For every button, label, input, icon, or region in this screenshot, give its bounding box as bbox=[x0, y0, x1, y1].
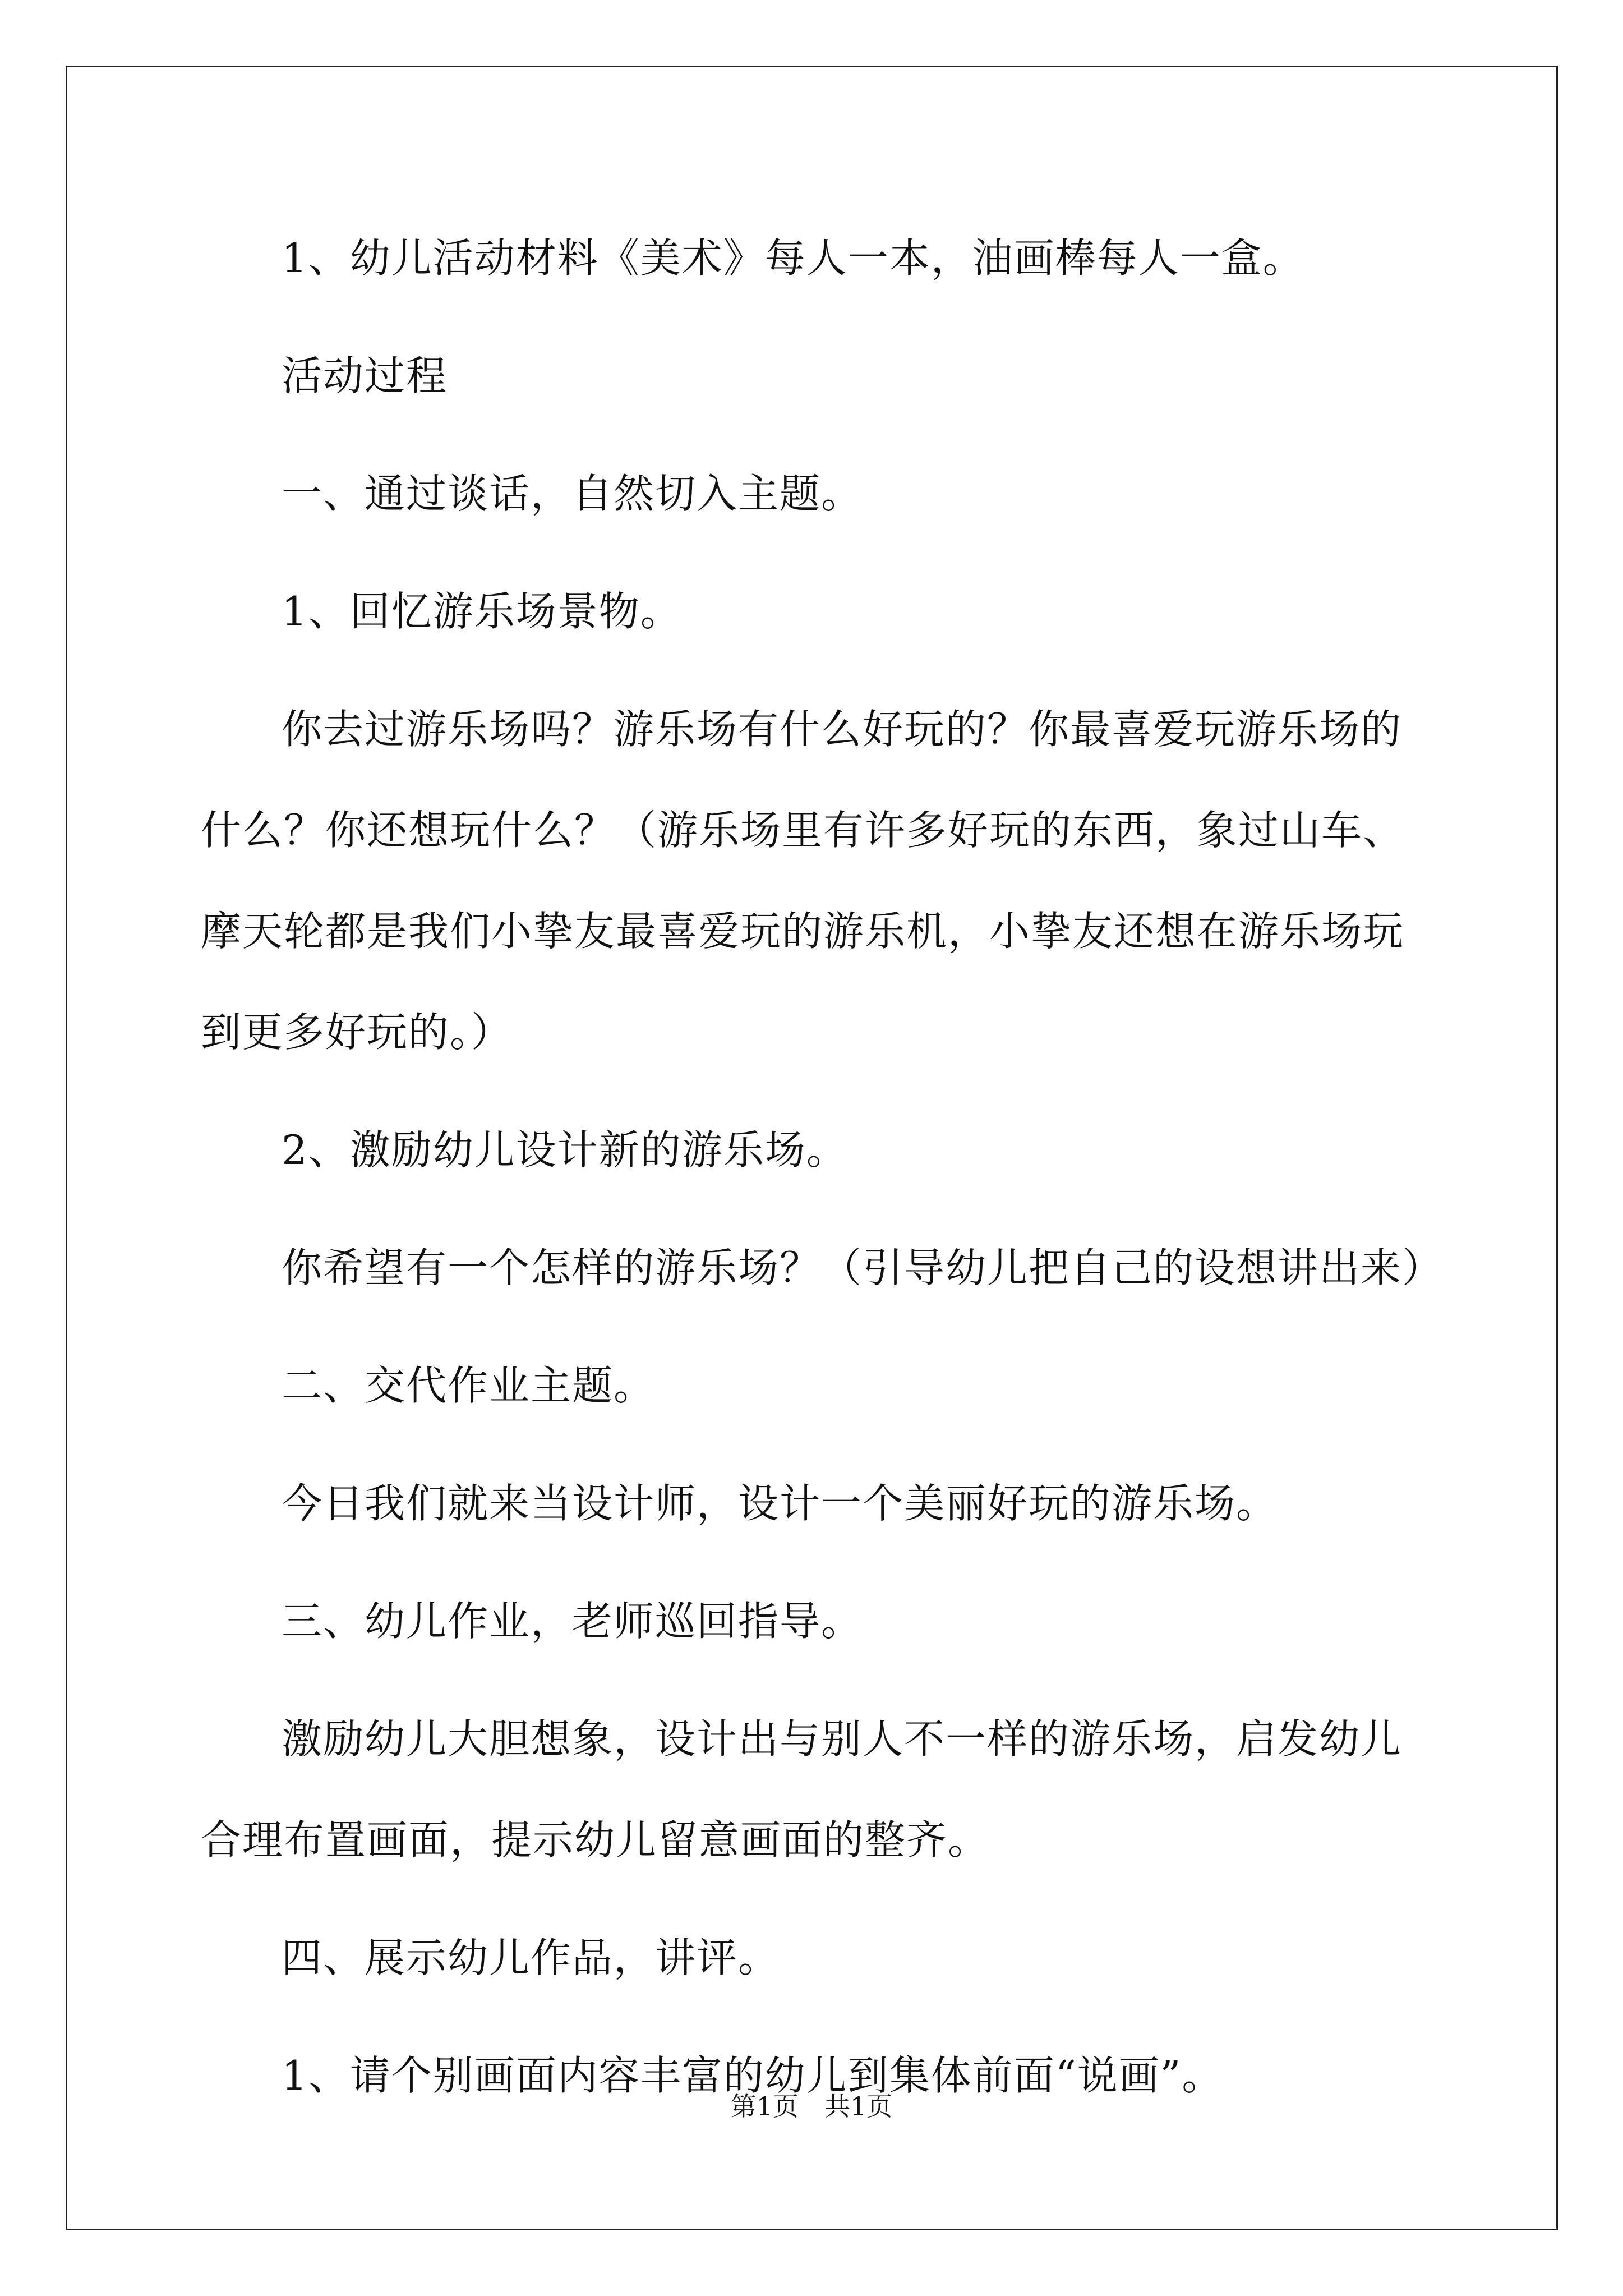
paragraph-activity-process-heading: 活动过程 bbox=[282, 352, 448, 399]
page-footer: 第1页 共1页 bbox=[730, 2091, 893, 2122]
paragraph-questions: 你去过游乐场吗？游乐场有什么好玩的？你最喜爱玩游乐场的什么？你还想玩什么？（游乐场里有许多好玩的东西，象过山车、摩天轮都是我们小挚友最喜爱玩的游乐机，小挚友还想在游乐场玩到更多好玩的。） bbox=[201, 706, 1405, 1056]
paragraph-step-two-heading: 二、交代作业主题。 bbox=[282, 1362, 656, 1409]
paragraph-step-four-heading: 四、展示幼儿作品，讲评。 bbox=[282, 1934, 780, 1981]
paragraph-step-three-heading: 三、幼儿作业，老师巡回指导。 bbox=[282, 1598, 863, 1645]
paragraph-step-one-heading: 一、通过谈话，自然切入主题。 bbox=[282, 470, 863, 517]
paragraph-encourage-design: 2、激励幼儿设计新的游乐场。 bbox=[282, 1126, 848, 1174]
document-body bbox=[201, 208, 1444, 2143]
paragraph-materials: 1、幼儿活动材料《美术》每人一本，油画棒每人一盒。 bbox=[282, 234, 1304, 282]
paragraph-imagination: 激励幼儿大胆想象，设计出与别人不一样的游乐场，启发幼儿合理布置画面，提示幼儿留意画面的整齐。 bbox=[201, 1715, 1403, 1864]
paragraph-designer-today: 今日我们就来当设计师，设计一个美丽好玩的游乐场。 bbox=[282, 1480, 1278, 1527]
paragraph-hope-question: 你希望有一个怎样的游乐场？（引导幼儿把自己的设想讲出来） bbox=[282, 1244, 1444, 1291]
paragraph-present-drawing: 1、请个别画面内容丰富的幼儿到集体前面“说画”。 bbox=[282, 2052, 1224, 2099]
paragraph-recall-scenery: 1、回忆游乐场景物。 bbox=[282, 588, 682, 635]
